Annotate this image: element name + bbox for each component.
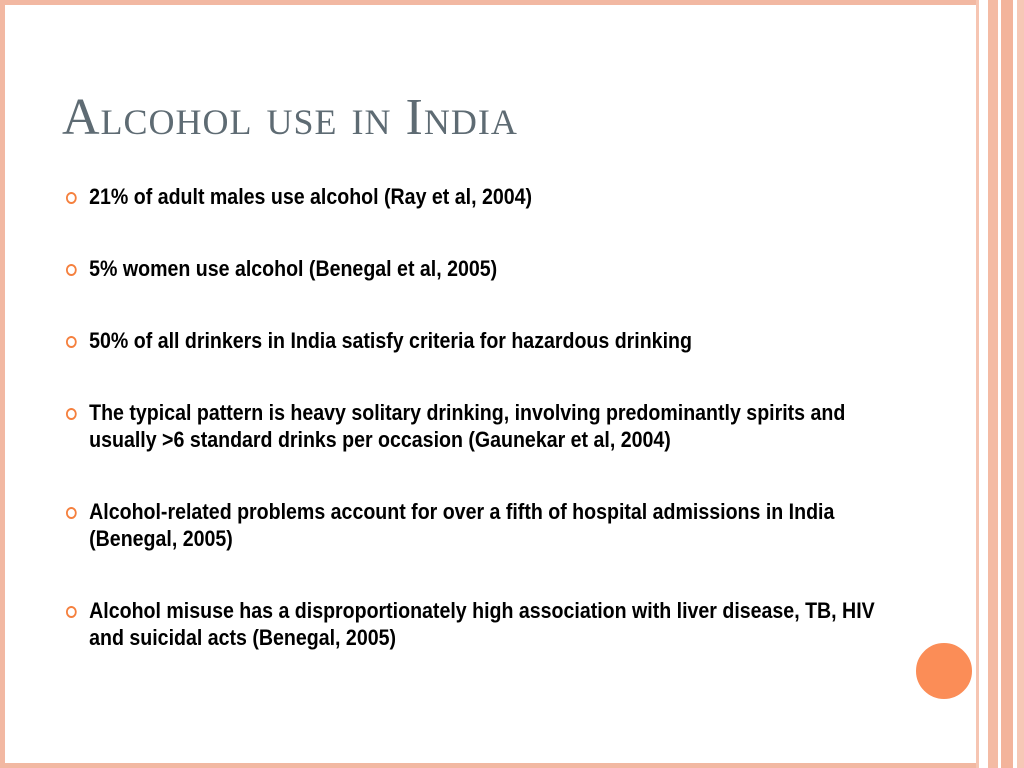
- bullet-item: [66, 255, 895, 282]
- stripe: [1001, 0, 1013, 768]
- decorative-stripes: [976, 0, 1024, 768]
- bullet-text: 5% women use alcohol (Benegal et al, 2005): [89, 256, 498, 281]
- bullet-item: [66, 183, 895, 210]
- stripe: [1017, 0, 1024, 768]
- bullet-text: Alcohol misuse has a disproportionately high association with liver disease, TB, HIV and suicidal acts (Benegal, 2005): [89, 598, 875, 650]
- bullet-list: [66, 183, 876, 651]
- slide-title: Alcohol use in India: [62, 89, 518, 146]
- stripe: [979, 0, 988, 768]
- bullet-item: [66, 498, 895, 552]
- bullet-item: [66, 399, 895, 453]
- bullet-item: [66, 327, 895, 354]
- bullet-text: 21% of adult males use alcohol (Ray et al, 2004): [89, 184, 533, 209]
- bullet-circle-icon: [66, 264, 77, 276]
- decorative-circle: [913, 640, 975, 702]
- bullet-circle-icon: [66, 408, 77, 420]
- stripe: [988, 0, 998, 768]
- bullet-circle-icon: [66, 192, 77, 204]
- bullet-circle-icon: [66, 606, 77, 618]
- bullet-text: Alcohol-related problems account for over a fifth of hospital admissions in India (Benegal, 2005): [89, 499, 835, 551]
- bullet-text: The typical pattern is heavy solitary drinking, involving predominantly spirits and usually >6 standard drinks per occasion (Gaunekar et al, 2004): [89, 400, 846, 452]
- bullet-text: 50% of all drinkers in India satisfy criteria for hazardous drinking: [89, 328, 692, 353]
- bullet-item: [66, 597, 895, 651]
- bullet-circle-icon: [66, 507, 77, 519]
- bullet-circle-icon: [66, 336, 77, 348]
